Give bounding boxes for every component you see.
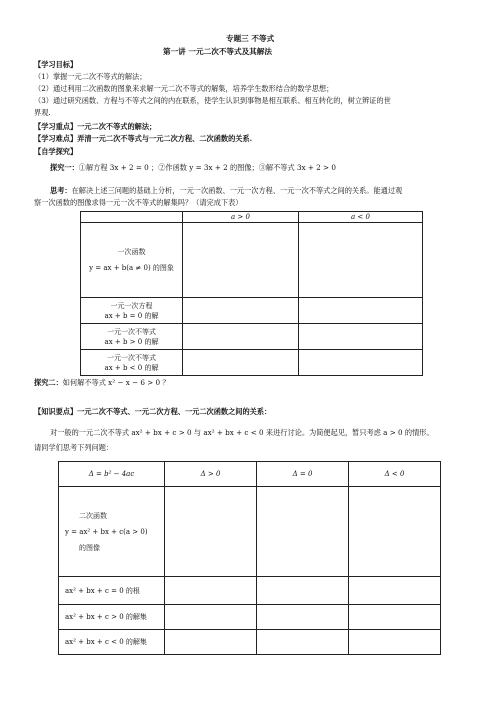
linear-less-cell-a-positive[interactable] [183, 350, 299, 376]
topic-title: 专题三 不等式 [226, 34, 275, 43]
think-line-1 [50, 186, 402, 196]
linear-greater-label-line-1: 一元一次不等式 [107, 327, 156, 336]
quadratic-greater-cell-delta-negative[interactable] [349, 605, 441, 630]
linear-graph-cell-a-negative[interactable] [299, 223, 423, 298]
think-label: 思考： [50, 186, 72, 195]
linear-header-empty [81, 212, 183, 223]
quadratic-table [58, 461, 441, 655]
goal-item-1: （1）掌握一元二次不等式的解法； [34, 72, 147, 81]
explore-one-label: 探究一： [50, 163, 79, 172]
difficulty: 【学习难点】弄清一元二次不等式与一元二次方程、二次函数的关系. [34, 134, 253, 143]
knowledge-heading: 【知识要点】一元二次不等式、一元二次方程、一元二次函数之间的关系： [34, 407, 272, 416]
quadratic-less-cell-delta-negative[interactable] [349, 630, 441, 655]
linear-equation-label-line-2: ax + b = 0 的解 [104, 311, 159, 320]
linear-less-cell-a-negative[interactable] [299, 350, 423, 376]
linear-less-label-line-1: 一元一次不等式 [107, 353, 156, 362]
quadratic-less-cell-delta-positive[interactable] [165, 630, 257, 655]
linear-greater-label-line-2: ax + b > 0 的解 [104, 337, 159, 346]
quadratic-roots-cell-delta-zero[interactable] [257, 577, 349, 605]
goal-item-2: （2）通过利用二次函数的图象来求解一元二次不等式的解集，培养学生数形结合的数学思想； [34, 84, 334, 93]
quadratic-greater-cell-delta-zero[interactable] [257, 605, 349, 630]
quadratic-graph-cell-delta-positive[interactable] [165, 487, 257, 577]
linear-row-greater [81, 324, 423, 350]
linear-greater-cell-a-negative[interactable] [299, 324, 423, 350]
quadratic-row-graph-label [59, 487, 165, 577]
quadratic-graph-cell-delta-negative[interactable] [349, 487, 441, 577]
linear-less-label-line-2: ax + b < 0 的解 [104, 363, 159, 372]
quadratic-graph-label-line-2: y = ax² + bx + c(a > 0) [65, 527, 148, 536]
quadratic-row-roots [59, 577, 441, 605]
quadratic-row-less-label: ax² + bx + c < 0 的解集 [59, 630, 165, 655]
quadratic-table-header [59, 462, 441, 487]
explore-two-text: 如何解不等式 x² − x − 6 > 0 ？ [62, 378, 170, 387]
quadratic-row-greater [59, 605, 441, 630]
linear-table [80, 211, 423, 376]
linear-graph-cell-a-positive[interactable] [183, 223, 299, 298]
linear-row-equation [81, 298, 423, 324]
goal-item-4: 界观. [34, 108, 51, 117]
quadratic-graph-label-line-3: 的图像 [79, 543, 100, 552]
linear-header-a-positive: a > 0 [183, 212, 299, 223]
explore-one [50, 163, 336, 173]
quadratic-row-graph [59, 487, 441, 577]
quadratic-less-cell-delta-zero[interactable] [257, 630, 349, 655]
quadratic-graph-cell-delta-zero[interactable] [257, 487, 349, 577]
linear-row-graph [81, 223, 423, 298]
think-line-2: 察一次函数的图像求得一元一次不等式的解集吗？（请完成下表） [34, 198, 243, 207]
quadratic-greater-cell-delta-positive[interactable] [165, 605, 257, 630]
linear-graph-label-line-2: y = ax + b(a ≠ 0) 的图象 [89, 264, 174, 272]
quadratic-graph-label-line-1: 二次函数 [79, 511, 107, 520]
explore-one-text: ①解方程 3x + 2 = 0 ；②作函数 y = 3x + 2 的图像；③解不等式 3x + 2 > 0 [78, 163, 336, 172]
quadratic-row-greater-label: ax² + bx + c > 0 的解集 [59, 605, 165, 630]
linear-row-greater-label [81, 324, 183, 350]
quadratic-header-delta-negative: Δ < 0 [349, 462, 441, 487]
knowledge-line-1: 对一般的一元二次不等式 ax² + bx + c > 0 与 ax² + bx + c < 0 来进行讨论。为简便起见，暂只考虑 a > 0 的情形。 [50, 428, 434, 437]
linear-header-a-negative: a < 0 [299, 212, 423, 223]
goals-heading: 【学习目标】 [34, 60, 78, 69]
key-points: 【学习重点】一元二次不等式的解法； [34, 122, 157, 131]
linear-row-less-label [81, 350, 183, 376]
quadratic-header-delta-positive: Δ > 0 [165, 462, 257, 487]
lecture-title: 第一讲 一元二次不等式及其解法 [163, 47, 272, 56]
quadratic-roots-cell-delta-negative[interactable] [349, 577, 441, 605]
quadratic-header-delta-zero: Δ = 0 [257, 462, 349, 487]
linear-graph-label-line-1: 一次函数 [117, 248, 146, 256]
quadratic-row-less [59, 630, 441, 655]
knowledge-line-2: 请同学们思考下列问题： [34, 443, 114, 452]
explore-two [34, 378, 170, 388]
explore-two-label: 探究二： [34, 378, 63, 387]
linear-table-header [81, 212, 423, 223]
linear-row-graph-label [81, 223, 183, 298]
linear-equation-cell-a-negative[interactable] [299, 298, 423, 324]
explore-heading: 【自学探究】 [34, 147, 78, 156]
linear-row-equation-label [81, 298, 183, 324]
linear-row-less [81, 350, 423, 376]
linear-equation-label-line-1: 一元一次方程 [110, 301, 153, 310]
think-text-1: 在解决上述三问题的基础上分析，一元一次函数、一元一次方程、一元一次不等式之间的关系。能通过观 [71, 186, 403, 195]
linear-equation-cell-a-positive[interactable] [183, 298, 299, 324]
goal-item-3: （3）通过研究函数、方程与不等式之间的内在联系，使学生认识到事物是相互联系、相互转化的，树立辨证的世 [34, 96, 391, 105]
quadratic-roots-cell-delta-positive[interactable] [165, 577, 257, 605]
linear-greater-cell-a-positive[interactable] [183, 324, 299, 350]
quadratic-header-discriminant: Δ = b² − 4ac [59, 462, 165, 487]
quadratic-row-roots-label: ax² + bx + c = 0 的根 [59, 577, 165, 605]
